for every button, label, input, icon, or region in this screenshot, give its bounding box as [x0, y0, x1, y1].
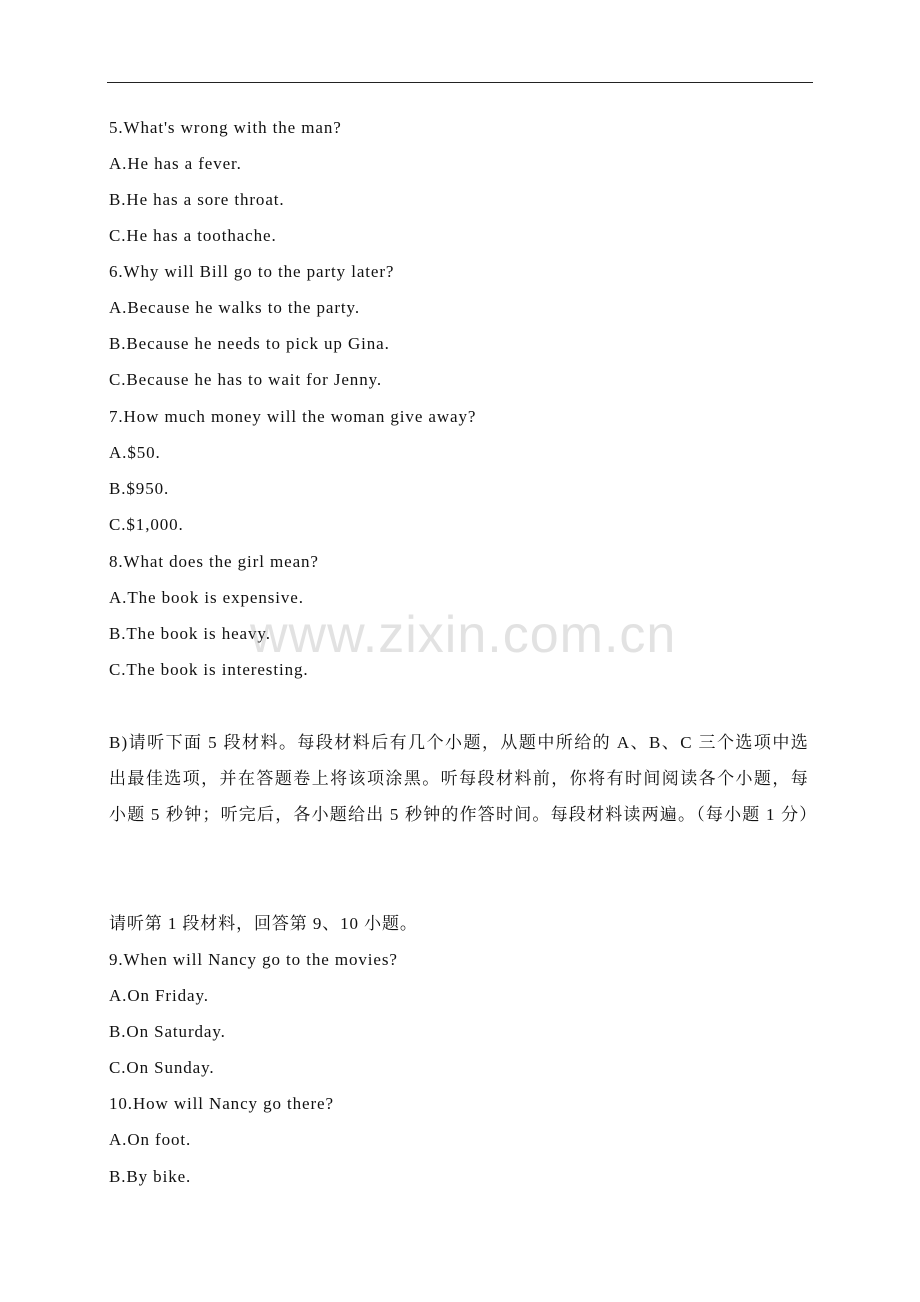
watermark: www.zixin.com.cn: [250, 606, 677, 664]
option-5c: C.He has a toothache.: [109, 226, 277, 245]
option-5a: A.He has a fever.: [109, 154, 242, 173]
option-8c: C.The book is interesting.: [109, 660, 309, 679]
question-8: 8.What does the girl mean?: [109, 552, 319, 571]
option-10a: A.On foot.: [109, 1130, 192, 1149]
option-9a: A.On Friday.: [109, 986, 209, 1005]
option-8b: B.The book is heavy.: [109, 624, 271, 643]
option-6c: C.Because he has to wait for Jenny.: [109, 370, 383, 389]
section-b-instructions: B)请听下面 5 段材料。每段材料后有几个小题，从题中所给的 A、B、C 三个选项中选出最佳选项，并在答题卷上将该项涂黑。听每段材料前，你将有时间阅读各个小题，每小题 5 秒钟；听完后，各小题给出 5 秒钟的作答时间。每段材料读两遍。（每小题 1 分）: [109, 733, 818, 824]
passage-1-prompt: 请听第 1 段材料，回答第 9、10 小题。: [109, 914, 418, 933]
question-5: 5.What's wrong with the man?: [109, 118, 342, 137]
option-9c: C.On Sunday.: [109, 1058, 215, 1077]
option-7a: A.$50.: [109, 443, 161, 462]
header-rule: [107, 82, 813, 83]
option-7c: C.$1,000.: [109, 515, 184, 534]
question-10: 10.How will Nancy go there?: [109, 1094, 334, 1113]
option-6a: A.Because he walks to the party.: [109, 298, 360, 317]
option-9b: B.On Saturday.: [109, 1022, 226, 1041]
option-7b: B.$950.: [109, 479, 170, 498]
question-9: 9.When will Nancy go to the movies?: [109, 950, 398, 969]
question-7: 7.How much money will the woman give away?: [109, 407, 477, 426]
option-5b: B.He has a sore throat.: [109, 190, 285, 209]
option-8a: A.The book is expensive.: [109, 588, 304, 607]
option-10b: B.By bike.: [109, 1167, 192, 1186]
question-6: 6.Why will Bill go to the party later?: [109, 262, 395, 281]
option-6b: B.Because he needs to pick up Gina.: [109, 334, 390, 353]
